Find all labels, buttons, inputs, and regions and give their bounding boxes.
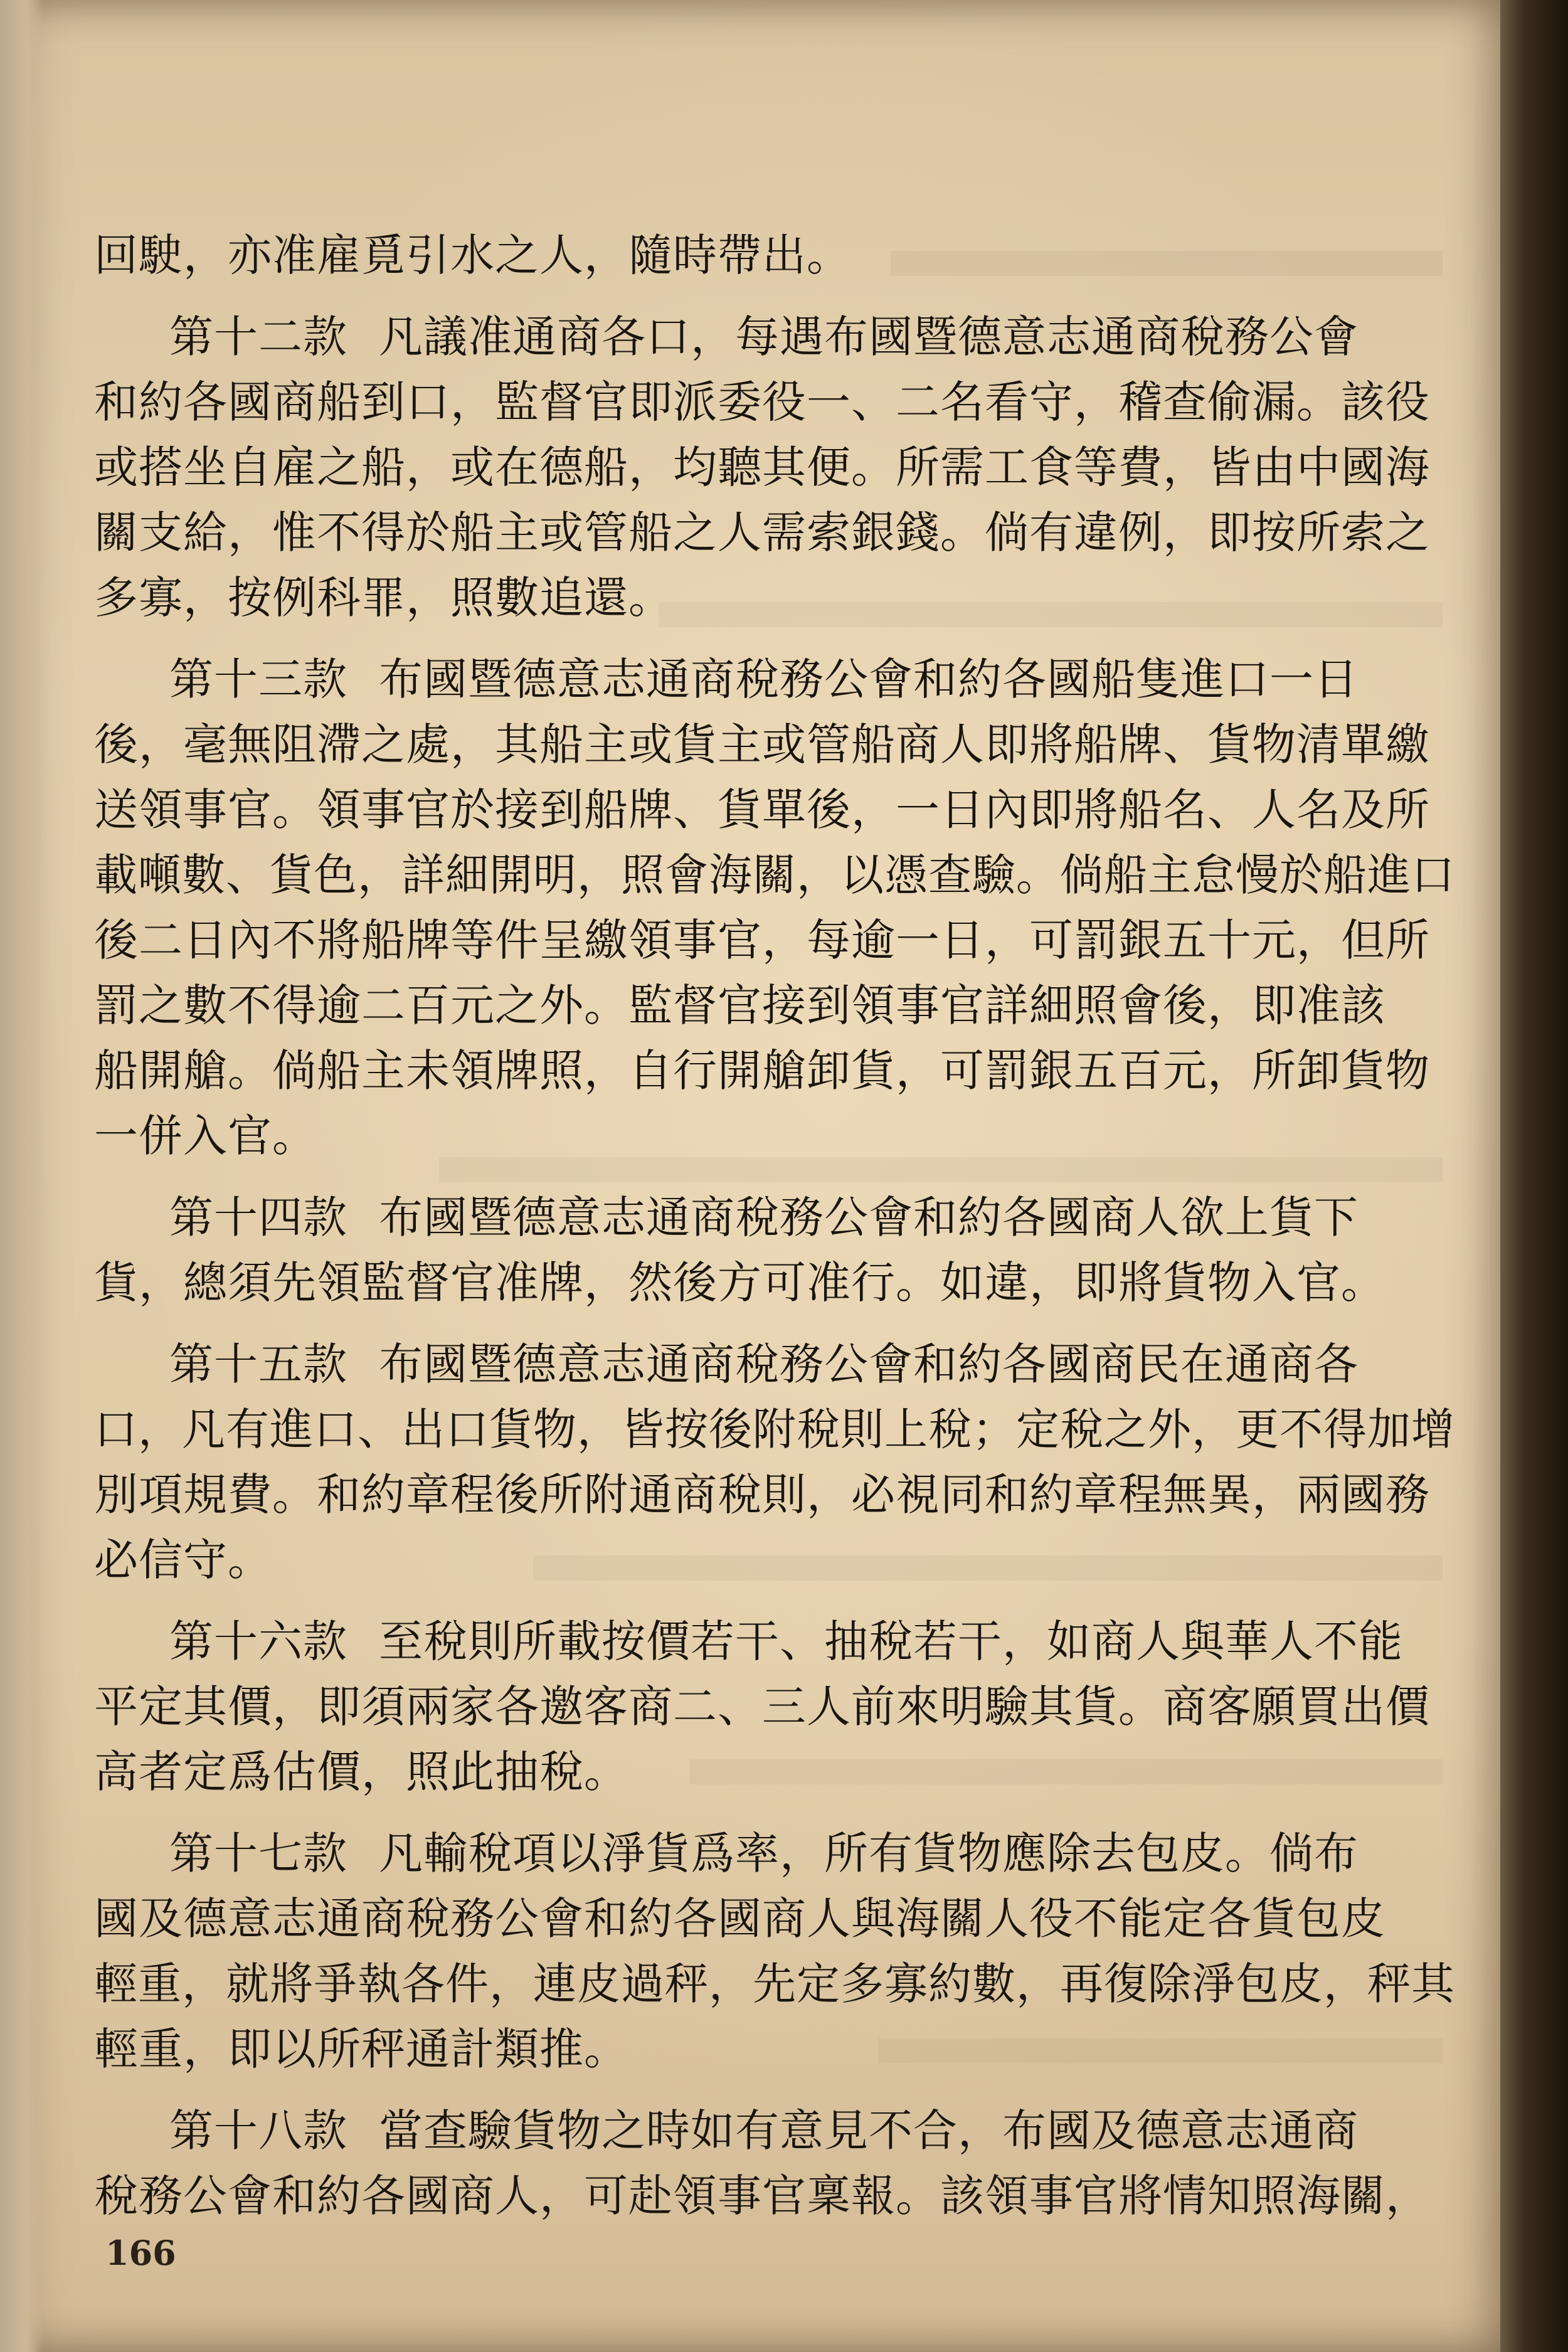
page-gutter-shadow — [0, 0, 44, 2352]
text-line: 一併入官。 — [94, 1110, 317, 1162]
text-line: 平定其價，即須兩家各邀客商二、三人前來明驗其貨。商客願買出價 — [94, 1681, 1430, 1732]
body-text — [94, 223, 1455, 2228]
text-line: 輕重，即以所秤通計類推。 — [94, 2023, 628, 2075]
text-line: 罰之數不得逾二百元之外。監督官接到領事官詳細照會後，即准該 — [94, 980, 1385, 1031]
text-line: 載噸數、貨色，詳細開明，照會海關，以憑查驗。倘船主怠慢於船進口 — [94, 849, 1455, 901]
text-line: 布國暨德意志通商稅務公會和約各國船隻進口一日 — [379, 654, 1359, 705]
text-line: 回駛，亦准雇覓引水之人，隨時帶出。 — [94, 230, 851, 281]
text-line: 必信守。 — [94, 1534, 272, 1586]
text-line: 船開艙。倘船主未領牌照，自行開艙卸貨，可罰銀五百元，所卸貨物 — [94, 1045, 1430, 1096]
text-line: 輕重，就將爭執各件，連皮過秤，先定多寡約數，再復除淨包皮，秤其 — [94, 1958, 1455, 2010]
text-line: 國及德意志通商稅務公會和約各國商人與海關人役不能定各貨包皮 — [94, 1893, 1385, 1944]
text-line: 布國暨德意志通商稅務公會和約各國商民在通商各 — [379, 1338, 1359, 1390]
text-line: 布國暨德意志通商稅務公會和約各國商人欲上貨下 — [379, 1192, 1359, 1243]
article-first-line — [94, 304, 1455, 369]
article-first-line — [94, 1185, 1455, 1250]
article-heading: 第十三款 — [169, 654, 347, 705]
article-heading: 第十四款 — [169, 1192, 347, 1243]
adjacent-page-edge — [1500, 0, 1568, 2352]
text-line: 口，凡有進口、出口貨物，皆按後附稅則上稅；定稅之外，更不得加增 — [94, 1404, 1455, 1455]
text-line: 稅務公會和約各國商人，可赴領事官稟報。該領事官將情知照海關， — [94, 2170, 1430, 2222]
text-line: 凡議准通商各口，每遇布國暨德意志通商稅務公會 — [379, 311, 1359, 363]
text-line: 關支給，惟不得於船主或管船之人需索銀錢。倘有違例，即按所索之 — [94, 507, 1430, 558]
article-first-line — [94, 647, 1455, 712]
article-heading: 第十六款 — [169, 1616, 347, 1667]
text-line: 和約各國商船到口，監督官即派委役一、二名看守，稽查偷漏。該役 — [94, 376, 1430, 428]
text-line: 凡輸稅項以淨貨爲率，所有貨物應除去包皮。倘布 — [379, 1828, 1359, 1879]
article-first-line — [94, 1821, 1455, 1886]
text-line: 後，毫無阻滯之處，其船主或貨主或管船商人即將船牌、貨物清單繳 — [94, 719, 1430, 770]
text-line: 別項規費。和約章程後所附通商稅則，必視同和約章程無異，兩國務 — [94, 1469, 1430, 1520]
text-line: 後二日內不將船牌等件呈繳領事官，每逾一日，可罰銀五十元，但所 — [94, 914, 1430, 966]
article-first-line — [94, 2098, 1455, 2163]
page-number: 166 — [105, 2233, 176, 2273]
text-line: 當查驗貨物之時如有意見不合，布國及德意志通商 — [379, 2105, 1359, 2156]
text-line: 至稅則所載按價若干、抽稅若干，如商人與華人不能 — [379, 1616, 1403, 1667]
article-heading: 第十二款 — [169, 311, 347, 363]
article-first-line — [94, 1332, 1455, 1397]
article-heading: 第十八款 — [169, 2105, 347, 2156]
text-line: 或搭坐自雇之船，或在德船，均聽其便。所需工食等費，皆由中國海 — [94, 442, 1430, 493]
text-line: 貨，總須先領監督官准牌，然後方可准行。如違，即將貨物入官。 — [94, 1257, 1385, 1308]
article-heading: 第十七款 — [169, 1828, 347, 1879]
text-line: 多寡，按例科罪，照數追還。 — [94, 572, 673, 623]
article-heading: 第十五款 — [169, 1338, 347, 1390]
text-line: 高者定爲估價，照此抽稅。 — [94, 1746, 628, 1798]
article-first-line — [94, 1609, 1455, 1674]
text-line: 送領事官。領事官於接到船牌、貨單後，一日內即將船名、人名及所 — [94, 784, 1430, 835]
